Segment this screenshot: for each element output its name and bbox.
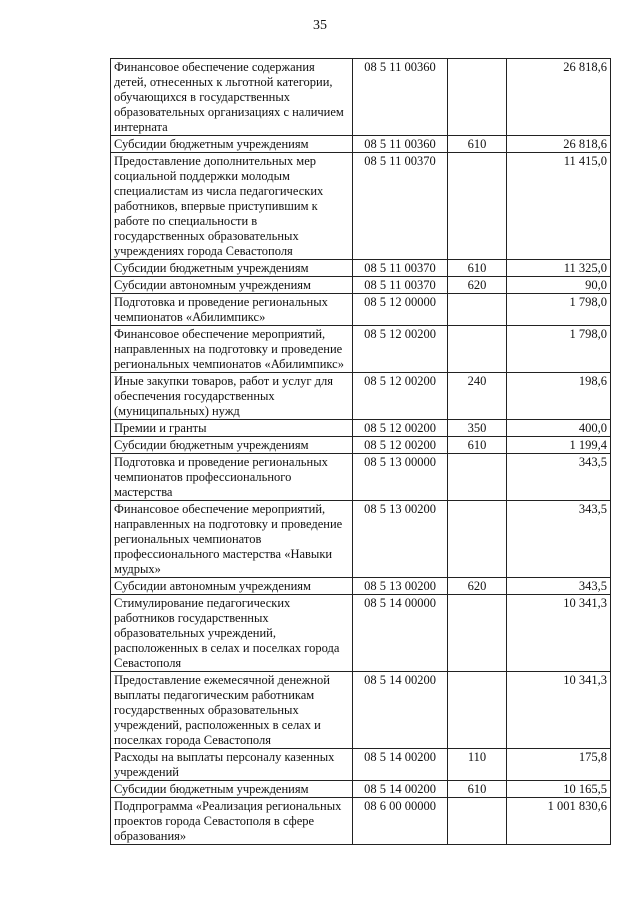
table-row	[111, 454, 611, 501]
target-code-cell: 08 5 12 00200	[353, 326, 448, 373]
expense-name-cell: Подпрограмма «Реализация региональных проектов города Севастополя в сфере образования»	[111, 798, 353, 845]
target-code-cell: 08 5 11 00370	[353, 153, 448, 260]
expense-type-cell	[448, 153, 507, 260]
expense-type-cell	[448, 501, 507, 578]
table-row	[111, 672, 611, 749]
amount-cell: 1 199,4	[507, 437, 611, 454]
expense-type-cell	[448, 672, 507, 749]
table-row	[111, 437, 611, 454]
amount-cell: 26 818,6	[507, 59, 611, 136]
amount-cell: 343,5	[507, 578, 611, 595]
expense-name-cell: Премии и гранты	[111, 420, 353, 437]
expense-name-cell: Субсидии бюджетным учреждениям	[111, 781, 353, 798]
expense-name-cell: Субсидии автономным учреждениям	[111, 277, 353, 294]
expense-type-cell: 240	[448, 373, 507, 420]
amount-cell: 10 341,3	[507, 672, 611, 749]
table-row	[111, 277, 611, 294]
target-code-cell: 08 5 11 00370	[353, 277, 448, 294]
expense-name-cell: Субсидии бюджетным учреждениям	[111, 260, 353, 277]
target-code-cell: 08 5 11 00360	[353, 136, 448, 153]
expense-name-cell: Финансовое обеспечение мероприятий, направленных на подготовку и проведение региональных чемпионатов профессионального мастерства «Навыки мудрых»	[111, 501, 353, 578]
amount-cell: 400,0	[507, 420, 611, 437]
target-code-cell: 08 5 14 00200	[353, 672, 448, 749]
expense-type-cell	[448, 798, 507, 845]
expense-type-cell	[448, 595, 507, 672]
expense-name-cell: Расходы на выплаты персоналу казенных учреждений	[111, 749, 353, 781]
expense-name-cell: Предоставление ежемесячной денежной выплаты педагогическим работникам государственных образовательных учреждений, расположенных в селах и поселках города Севастополя	[111, 672, 353, 749]
expense-type-cell: 110	[448, 749, 507, 781]
expense-type-cell: 350	[448, 420, 507, 437]
amount-cell: 1 798,0	[507, 294, 611, 326]
table-row	[111, 260, 611, 277]
expense-name-cell: Предоставление дополнительных мер социальной поддержки молодым специалистам из числа педагогических работников, впервые приступившим к работе по специальности в государственных образовательных учреждениях города Севастополя	[111, 153, 353, 260]
amount-cell: 1 001 830,6	[507, 798, 611, 845]
amount-cell: 10 341,3	[507, 595, 611, 672]
target-code-cell: 08 6 00 00000	[353, 798, 448, 845]
target-code-cell: 08 5 11 00360	[353, 59, 448, 136]
table-row	[111, 136, 611, 153]
page-number: 35	[313, 18, 327, 33]
expense-type-cell	[448, 294, 507, 326]
amount-cell: 90,0	[507, 277, 611, 294]
expense-name-cell: Иные закупки товаров, работ и услуг для обеспечения государственных (муниципальных) нужд	[111, 373, 353, 420]
amount-cell: 343,5	[507, 501, 611, 578]
target-code-cell: 08 5 14 00200	[353, 781, 448, 798]
budget-table	[110, 58, 611, 845]
expense-name-cell: Субсидии бюджетным учреждениям	[111, 437, 353, 454]
expense-name-cell: Финансовое обеспечение мероприятий, направленных на подготовку и проведение региональных чемпионатов «Абилимпикс»	[111, 326, 353, 373]
amount-cell: 198,6	[507, 373, 611, 420]
table-row	[111, 153, 611, 260]
expense-name-cell: Подготовка и проведение региональных чемпионатов «Абилимпикс»	[111, 294, 353, 326]
expense-type-cell: 610	[448, 260, 507, 277]
expense-name-cell: Подготовка и проведение региональных чемпионатов профессионального мастерства	[111, 454, 353, 501]
table-row	[111, 420, 611, 437]
amount-cell: 1 798,0	[507, 326, 611, 373]
target-code-cell: 08 5 13 00000	[353, 454, 448, 501]
amount-cell: 343,5	[507, 454, 611, 501]
expense-type-cell: 610	[448, 437, 507, 454]
target-code-cell: 08 5 12 00200	[353, 420, 448, 437]
expense-name-cell: Субсидии бюджетным учреждениям	[111, 136, 353, 153]
expense-type-cell: 620	[448, 578, 507, 595]
table-row	[111, 294, 611, 326]
table-row	[111, 781, 611, 798]
expense-name-cell: Стимулирование педагогических работников государственных образовательных учреждений, расположенных в селах и поселках города Севастополя	[111, 595, 353, 672]
target-code-cell: 08 5 13 00200	[353, 501, 448, 578]
target-code-cell: 08 5 14 00000	[353, 595, 448, 672]
target-code-cell: 08 5 11 00370	[353, 260, 448, 277]
target-code-cell: 08 5 13 00200	[353, 578, 448, 595]
expense-type-cell	[448, 454, 507, 501]
table-row	[111, 501, 611, 578]
target-code-cell: 08 5 12 00200	[353, 437, 448, 454]
expense-type-cell: 610	[448, 781, 507, 798]
budget-table-body	[111, 59, 611, 845]
amount-cell: 26 818,6	[507, 136, 611, 153]
amount-cell: 11 415,0	[507, 153, 611, 260]
table-row	[111, 798, 611, 845]
table-row	[111, 59, 611, 136]
expense-name-cell: Финансовое обеспечение содержания детей, отнесенных к льготной категории, обучающихся в государственных образовательных организациях с наличием интерната	[111, 59, 353, 136]
expense-type-cell	[448, 326, 507, 373]
table-row	[111, 595, 611, 672]
target-code-cell: 08 5 12 00200	[353, 373, 448, 420]
expense-type-cell: 620	[448, 277, 507, 294]
table-row	[111, 578, 611, 595]
target-code-cell: 08 5 14 00200	[353, 749, 448, 781]
expense-type-cell: 610	[448, 136, 507, 153]
table-row	[111, 749, 611, 781]
expense-type-cell	[448, 59, 507, 136]
amount-cell: 10 165,5	[507, 781, 611, 798]
expense-name-cell: Субсидии автономным учреждениям	[111, 578, 353, 595]
target-code-cell: 08 5 12 00000	[353, 294, 448, 326]
table-row	[111, 373, 611, 420]
amount-cell: 175,8	[507, 749, 611, 781]
amount-cell: 11 325,0	[507, 260, 611, 277]
table-row	[111, 326, 611, 373]
